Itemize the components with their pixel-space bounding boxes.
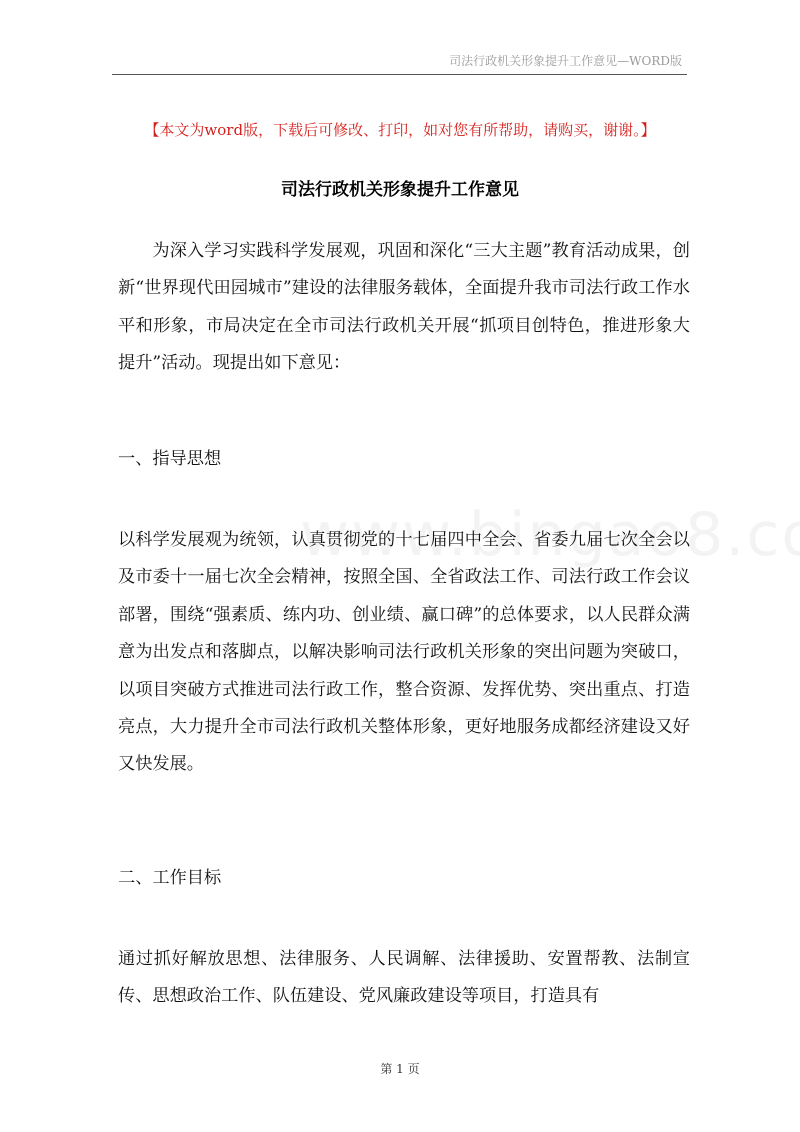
section1-paragraph: 以科学发展观为统领，认真贯彻党的十七届四中全会、省委九届七次全会以及市委十一届七次全会精神，按照全国、全省政法工作、司法行政工作会议部署，围绕“强素质、练内功、创业绩、赢口碑”的总体要求，以人民群众满意为出发点和落脚点，以解决影响司法行政机关形象的突出问题为突破口，以项目突破方式推进司法行政工作，整合资源、发挥优势、突出重点、打造亮点，大力提升全市司法行政机关整体形象，更好地服务成都经济建设又好又快发展。	[118, 530, 690, 775]
intro-paragraph: 为深入学习实践科学发展观，巩固和深化“三大主题”教育活动成果，创新“世界现代田园城市”建设的法律服务载体，全面提升我市司法行政工作水平和形象，市局决定在全市司法行政机关开展“抓项目创特色，推进形象大提升”活动。现提出如下意见：	[118, 241, 690, 374]
header-divider	[112, 74, 687, 75]
section2-paragraph: 通过抓好解放思想、法律服务、人民调解、法律援助、安置帮教、法制宣传、思想政治工作、队伍建设、党风廉政建设等项目，打造具有	[118, 949, 690, 1007]
section-heading-work-goals: 二、工作目标	[118, 868, 222, 888]
page-number: 第 1 页	[380, 1062, 420, 1076]
download-notice: 【本文为word版，下载后可修改、打印，如对您有所帮助，请购买，谢谢。】	[144, 121, 656, 139]
document-title: 司法行政机关形象提升工作意见	[281, 180, 519, 200]
section-heading-guiding-thought: 一、指导思想	[118, 449, 222, 469]
running-header: 司法行政机关形象提升工作意见—WORD版	[449, 54, 682, 68]
